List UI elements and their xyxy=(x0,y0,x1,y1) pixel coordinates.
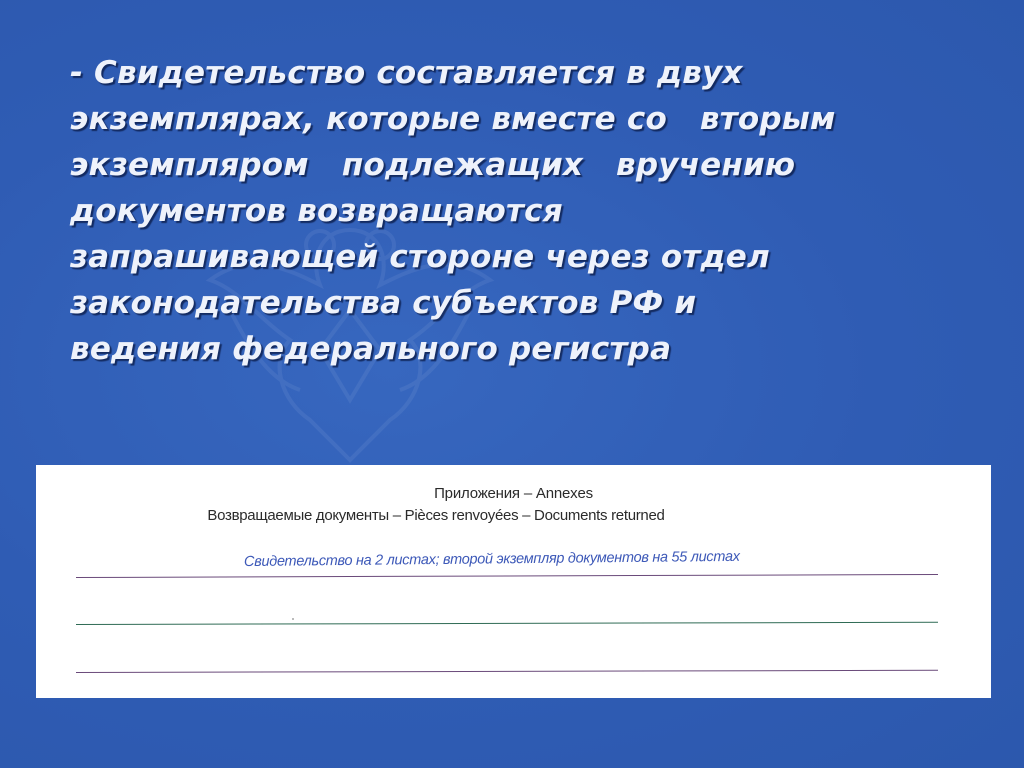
body-line: экземплярах, которые вместе со вторым xyxy=(70,101,836,137)
body-line: - Свидетельство составляется в двух xyxy=(70,55,743,91)
body-line: законодательства субъектов РФ и xyxy=(70,285,697,321)
slide-body-text xyxy=(70,50,980,372)
annex-subtitle: Возвращаемые документы – Pièces renvoyées – Documents returned xyxy=(207,507,665,524)
annex-handwritten-entry: Свидетельство на 2 листах; второй экземпляр документов на 55 листах xyxy=(243,548,740,570)
form-line xyxy=(76,574,938,578)
form-line xyxy=(76,670,938,673)
form-line xyxy=(76,622,938,625)
body-line: документов возвращаются xyxy=(70,193,563,229)
body-line: ведения федерального регистра xyxy=(70,331,672,367)
body-line: запрашивающей стороне через отдел xyxy=(70,239,770,275)
cropped-text-fragment xyxy=(596,691,896,698)
annex-title: Приложения – Annexes xyxy=(434,485,593,502)
scan-speck xyxy=(292,618,294,620)
annex-document-image xyxy=(36,465,991,698)
body-line: экземпляром подлежащих вручению xyxy=(70,147,796,183)
